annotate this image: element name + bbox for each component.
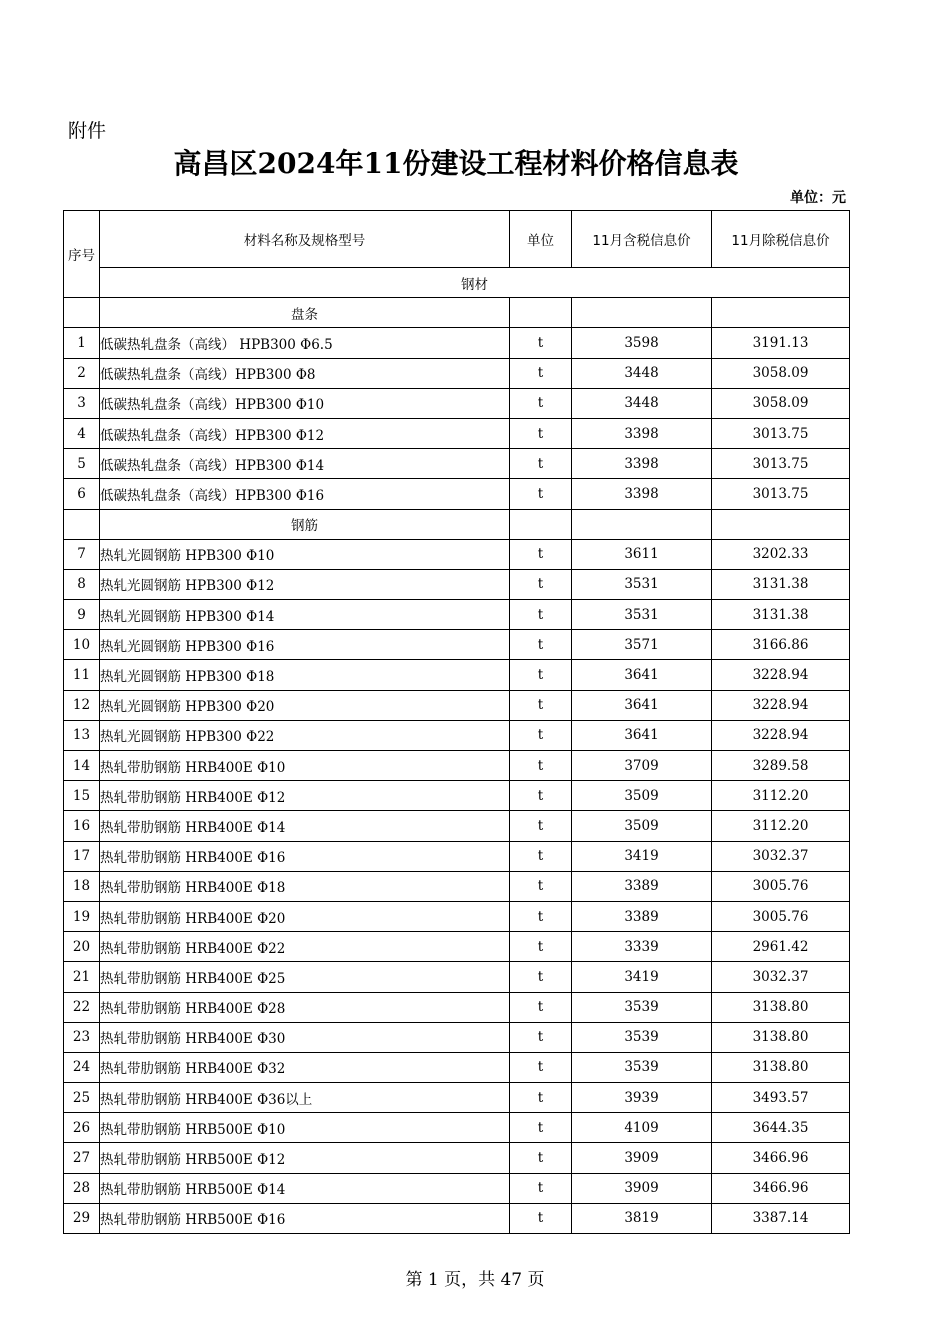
seq-cell: 17 (64, 841, 100, 871)
unit-cell: t (510, 1083, 572, 1113)
seq-cell: 20 (64, 932, 100, 962)
material-name-cell: 低碳热轧盘条（高线） HPB300 Φ6.5 (100, 328, 510, 358)
seq-cell: 25 (64, 1083, 100, 1113)
seq-cell: 18 (64, 871, 100, 901)
seq-cell: 10 (64, 630, 100, 660)
unit-cell: t (510, 388, 572, 418)
table-row (64, 932, 850, 962)
table-row (64, 962, 850, 992)
tax-incl-price-cell: 3571 (572, 630, 712, 660)
table-row (64, 630, 850, 660)
table-body (64, 298, 850, 1234)
subgroup-row (64, 509, 850, 539)
material-name-cell: 热轧带肋钢筋 HRB400E Φ25 (100, 962, 510, 992)
table-row (64, 600, 850, 630)
material-name-cell: 热轧带肋钢筋 HRB400E Φ10 (100, 751, 510, 781)
tax-incl-price-cell: 3389 (572, 871, 712, 901)
unit-cell: t (510, 901, 572, 931)
page-title: 高昌区2024年11份建设工程材料价格信息表 (173, 147, 739, 180)
unit-cell: t (510, 1022, 572, 1052)
seq-cell: 23 (64, 1022, 100, 1052)
table-row (64, 569, 850, 599)
unit-cell: t (510, 660, 572, 690)
tax-incl-price-cell: 3909 (572, 1143, 712, 1173)
tax-excl-price-cell: 3138.80 (712, 1052, 850, 1082)
tax-incl-price-cell: 3909 (572, 1173, 712, 1203)
tax-incl-price-cell: 3539 (572, 1052, 712, 1082)
unit-cell: t (510, 1173, 572, 1203)
category-label: 钢材 (100, 268, 850, 298)
tax-incl-price-cell: 3509 (572, 811, 712, 841)
material-name-cell: 热轧光圆钢筋 HPB300 Φ10 (100, 539, 510, 569)
unit-cell: t (510, 871, 572, 901)
seq-cell: 27 (64, 1143, 100, 1173)
table-row (64, 992, 850, 1022)
header-row (64, 211, 850, 268)
material-name-cell: 热轧带肋钢筋 HRB400E Φ14 (100, 811, 510, 841)
unit-cell: t (510, 418, 572, 448)
material-name-cell: 低碳热轧盘条（高线）HPB300 Φ14 (100, 449, 510, 479)
material-name-cell: 低碳热轧盘条（高线）HPB300 Φ8 (100, 358, 510, 388)
seq-cell: 16 (64, 811, 100, 841)
header-name: 材料名称及规格型号 (100, 211, 510, 268)
tax-excl-price-cell: 3032.37 (712, 962, 850, 992)
table-row (64, 388, 850, 418)
seq-cell: 11 (64, 660, 100, 690)
unit-cell: t (510, 932, 572, 962)
tax-incl-price-cell: 3509 (572, 781, 712, 811)
blank-cell (712, 509, 850, 539)
material-name-cell: 热轧带肋钢筋 HRB500E Φ10 (100, 1113, 510, 1143)
unit-cell: t (510, 1052, 572, 1082)
table-row (64, 660, 850, 690)
attachment-label: 附件 (68, 120, 107, 142)
table-row (64, 720, 850, 750)
table-row (64, 1083, 850, 1113)
seq-cell: 9 (64, 600, 100, 630)
tax-excl-price-cell: 3032.37 (712, 841, 850, 871)
tax-incl-price-cell: 3419 (572, 841, 712, 871)
unit-cell: t (510, 992, 572, 1022)
tax-excl-price-cell: 3013.75 (712, 418, 850, 448)
tax-incl-price-cell: 3709 (572, 751, 712, 781)
seq-cell: 6 (64, 479, 100, 509)
unit-cell: t (510, 630, 572, 660)
seq-cell: 2 (64, 358, 100, 388)
tax-incl-price-cell: 3531 (572, 600, 712, 630)
tax-incl-price-cell: 4109 (572, 1113, 712, 1143)
tax-excl-price-cell: 2961.42 (712, 932, 850, 962)
table-row (64, 328, 850, 358)
material-name-cell: 低碳热轧盘条（高线）HPB300 Φ16 (100, 479, 510, 509)
tax-excl-price-cell: 3202.33 (712, 539, 850, 569)
unit-cell: t (510, 811, 572, 841)
tax-excl-price-cell: 3058.09 (712, 388, 850, 418)
table-row (64, 690, 850, 720)
unit-cell: t (510, 720, 572, 750)
tax-incl-price-cell: 3398 (572, 418, 712, 448)
tax-incl-price-cell: 3531 (572, 569, 712, 599)
material-name-cell: 热轧带肋钢筋 HRB400E Φ36以上 (100, 1083, 510, 1113)
subgroup-row (64, 298, 850, 328)
subgroup-label-wire-rod: 盘条 (100, 298, 510, 328)
seq-cell: 7 (64, 539, 100, 569)
table-row (64, 751, 850, 781)
seq-cell: 14 (64, 751, 100, 781)
tax-incl-price-cell: 3819 (572, 1203, 712, 1233)
table-row (64, 418, 850, 448)
price-table (63, 210, 850, 1234)
table-row (64, 358, 850, 388)
table-row (64, 811, 850, 841)
material-name-cell: 热轧光圆钢筋 HPB300 Φ20 (100, 690, 510, 720)
category-row (64, 268, 850, 298)
tax-incl-price-cell: 3419 (572, 962, 712, 992)
material-name-cell: 热轧光圆钢筋 HPB300 Φ22 (100, 720, 510, 750)
material-name-cell: 热轧带肋钢筋 HRB400E Φ22 (100, 932, 510, 962)
seq-cell: 4 (64, 418, 100, 448)
unit-cell: t (510, 600, 572, 630)
blank-cell (572, 298, 712, 328)
seq-cell: 8 (64, 569, 100, 599)
tax-excl-price-cell: 3138.80 (712, 1022, 850, 1052)
material-name-cell: 热轧带肋钢筋 HRB500E Φ16 (100, 1203, 510, 1233)
seq-cell: 26 (64, 1113, 100, 1143)
seq-cell: 15 (64, 781, 100, 811)
table-row (64, 449, 850, 479)
unit-cell: t (510, 358, 572, 388)
tax-excl-price-cell: 3228.94 (712, 720, 850, 750)
table-row (64, 1113, 850, 1143)
tax-excl-price-cell: 3005.76 (712, 871, 850, 901)
material-name-cell: 热轧带肋钢筋 HRB400E Φ16 (100, 841, 510, 871)
material-name-cell: 热轧带肋钢筋 HRB500E Φ14 (100, 1173, 510, 1203)
unit-cell: t (510, 539, 572, 569)
tax-excl-price-cell: 3005.76 (712, 901, 850, 931)
seq-cell: 29 (64, 1203, 100, 1233)
tax-excl-price-cell: 3131.38 (712, 600, 850, 630)
table-row (64, 1173, 850, 1203)
tax-incl-price-cell: 3339 (572, 932, 712, 962)
tax-incl-price-cell: 3611 (572, 539, 712, 569)
material-name-cell: 热轧光圆钢筋 HPB300 Φ12 (100, 569, 510, 599)
unit-cell: t (510, 569, 572, 599)
seq-cell: 24 (64, 1052, 100, 1082)
blank-cell (64, 509, 100, 539)
material-name-cell: 低碳热轧盘条（高线）HPB300 Φ12 (100, 418, 510, 448)
tax-excl-price-cell: 3466.96 (712, 1173, 850, 1203)
table-row (64, 901, 850, 931)
material-name-cell: 热轧带肋钢筋 HRB400E Φ20 (100, 901, 510, 931)
unit-cell: t (510, 841, 572, 871)
tax-incl-price-cell: 3398 (572, 479, 712, 509)
unit-cell: t (510, 449, 572, 479)
table-row (64, 1052, 850, 1082)
table-row (64, 1203, 850, 1233)
tax-incl-price-cell: 3939 (572, 1083, 712, 1113)
tax-excl-price-cell: 3013.75 (712, 449, 850, 479)
tax-incl-price-cell: 3641 (572, 660, 712, 690)
blank-cell (510, 298, 572, 328)
material-name-cell: 低碳热轧盘条（高线）HPB300 Φ10 (100, 388, 510, 418)
seq-cell: 1 (64, 328, 100, 358)
tax-incl-price-cell: 3539 (572, 1022, 712, 1052)
table-row (64, 479, 850, 509)
unit-cell: t (510, 328, 572, 358)
unit-cell: t (510, 1203, 572, 1233)
material-name-cell: 热轧带肋钢筋 HRB400E Φ12 (100, 781, 510, 811)
tax-excl-price-cell: 3013.75 (712, 479, 850, 509)
tax-incl-price-cell: 3448 (572, 358, 712, 388)
tax-incl-price-cell: 3448 (572, 388, 712, 418)
material-name-cell: 热轧带肋钢筋 HRB400E Φ30 (100, 1022, 510, 1052)
tax-excl-price-cell: 3228.94 (712, 690, 850, 720)
tax-excl-price-cell: 3138.80 (712, 992, 850, 1022)
tax-incl-price-cell: 3641 (572, 690, 712, 720)
material-name-cell: 热轧光圆钢筋 HPB300 Φ18 (100, 660, 510, 690)
material-name-cell: 热轧带肋钢筋 HRB400E Φ18 (100, 871, 510, 901)
seq-cell: 13 (64, 720, 100, 750)
tax-incl-price-cell: 3398 (572, 449, 712, 479)
subgroup-label-rebar: 钢筋 (100, 509, 510, 539)
seq-cell: 5 (64, 449, 100, 479)
tax-incl-price-cell: 3598 (572, 328, 712, 358)
seq-cell: 28 (64, 1173, 100, 1203)
table-row (64, 871, 850, 901)
seq-cell: 22 (64, 992, 100, 1022)
table-row (64, 1022, 850, 1052)
tax-excl-price-cell: 3166.86 (712, 630, 850, 660)
header-seq: 序号 (64, 211, 100, 298)
tax-excl-price-cell: 3191.13 (712, 328, 850, 358)
header-unit: 单位 (510, 211, 572, 268)
header-tax-excl: 11月除税信息价 (712, 211, 850, 268)
tax-excl-price-cell: 3289.58 (712, 751, 850, 781)
material-name-cell: 热轧光圆钢筋 HPB300 Φ16 (100, 630, 510, 660)
tax-excl-price-cell: 3466.96 (712, 1143, 850, 1173)
material-name-cell: 热轧带肋钢筋 HRB400E Φ32 (100, 1052, 510, 1082)
blank-cell (712, 298, 850, 328)
blank-cell (572, 509, 712, 539)
tax-incl-price-cell: 3539 (572, 992, 712, 1022)
seq-cell: 19 (64, 901, 100, 931)
tax-excl-price-cell: 3493.57 (712, 1083, 850, 1113)
seq-cell: 21 (64, 962, 100, 992)
tax-excl-price-cell: 3387.14 (712, 1203, 850, 1233)
unit-cell: t (510, 1143, 572, 1173)
material-name-cell: 热轧光圆钢筋 HPB300 Φ14 (100, 600, 510, 630)
seq-cell: 3 (64, 388, 100, 418)
unit-cell: t (510, 962, 572, 992)
unit-cell: t (510, 1113, 572, 1143)
unit-cell: t (510, 479, 572, 509)
tax-excl-price-cell: 3644.35 (712, 1113, 850, 1143)
table-row (64, 841, 850, 871)
tax-excl-price-cell: 3112.20 (712, 781, 850, 811)
unit-cell: t (510, 781, 572, 811)
table-row (64, 539, 850, 569)
unit-cell: t (510, 751, 572, 781)
material-name-cell: 热轧带肋钢筋 HRB400E Φ28 (100, 992, 510, 1022)
table-row (64, 1143, 850, 1173)
tax-excl-price-cell: 3112.20 (712, 811, 850, 841)
tax-excl-price-cell: 3058.09 (712, 358, 850, 388)
table-row (64, 781, 850, 811)
header-tax-incl: 11月含税信息价 (572, 211, 712, 268)
tax-excl-price-cell: 3228.94 (712, 660, 850, 690)
tax-incl-price-cell: 3641 (572, 720, 712, 750)
material-name-cell: 热轧带肋钢筋 HRB500E Φ12 (100, 1143, 510, 1173)
blank-cell (64, 298, 100, 328)
unit-cell: t (510, 690, 572, 720)
tax-excl-price-cell: 3131.38 (712, 569, 850, 599)
page-footer: 第 1 页，共 47 页 (405, 1270, 545, 1290)
tax-incl-price-cell: 3389 (572, 901, 712, 931)
unit-label: 单位：元 (790, 190, 846, 206)
blank-cell (510, 509, 572, 539)
seq-cell: 12 (64, 690, 100, 720)
